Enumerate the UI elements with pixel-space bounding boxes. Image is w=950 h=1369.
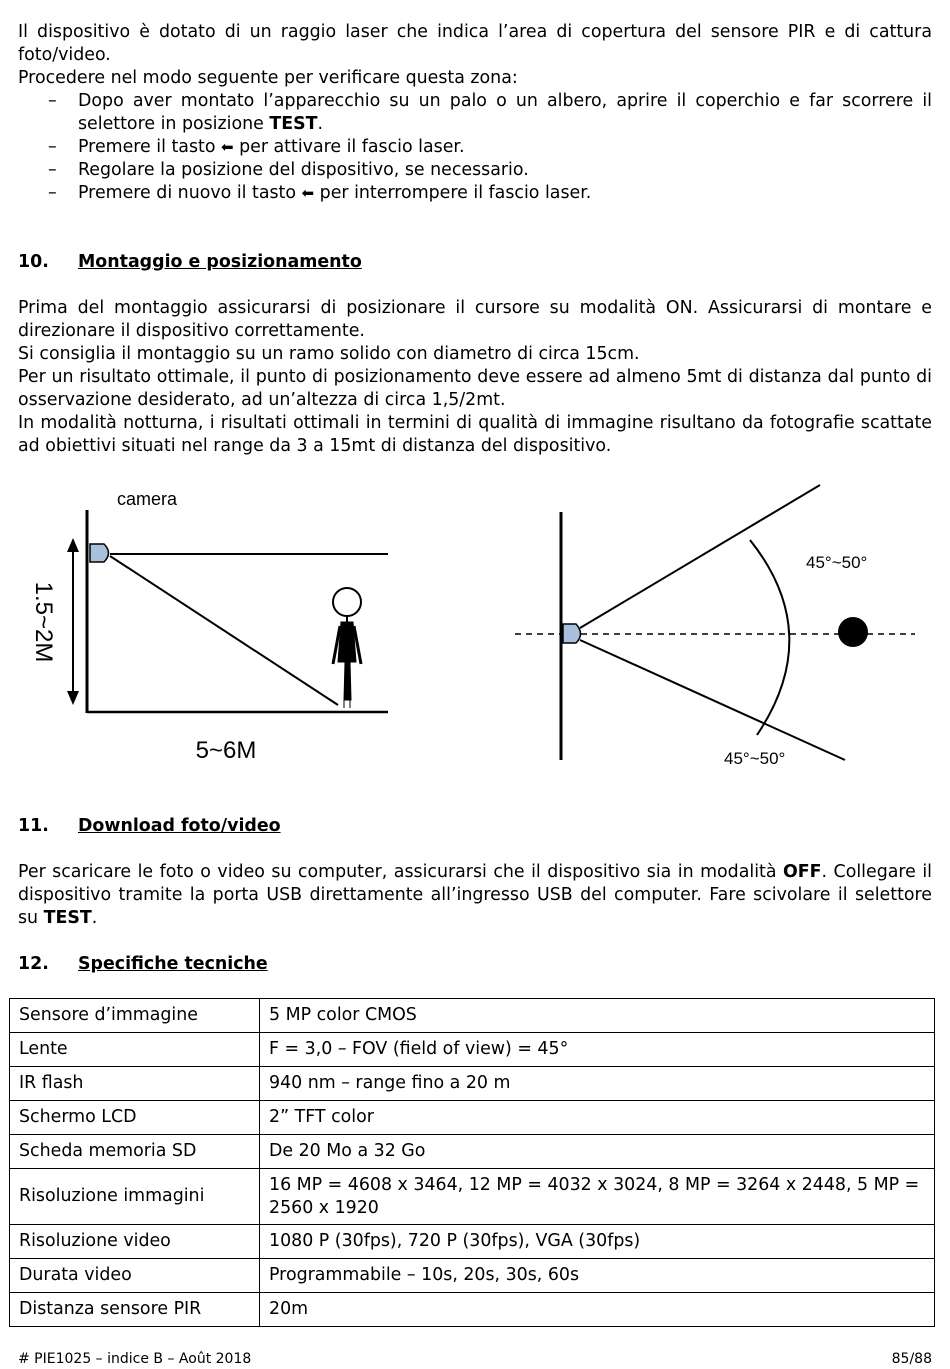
section-10-paragraph-2: Si consiglia il montaggio su un ramo solido con diametro di circa 15cm. xyxy=(18,344,640,364)
list-item: – Dopo aver montato l’apparecchio su un palo o un albero, aprire il coperchio e far scorrere il selettore in posizione TEST. xyxy=(48,91,932,134)
detection-line xyxy=(110,556,338,705)
procedure-list xyxy=(18,90,932,205)
procedure-line: Procedere nel modo seguente per verificare questa zona: xyxy=(18,68,518,88)
table-row: Scheda memoria SD De 20 Mo a 32 Go xyxy=(10,1135,935,1169)
down-arrow-icon xyxy=(67,691,79,705)
section-12-heading: 12. Specifiche tecniche xyxy=(18,954,268,974)
angle-label-top: 45°~50° xyxy=(806,553,868,572)
camera-icon xyxy=(90,544,109,562)
table-row: Durata video Programmabile – 10s, 20s, 30s, 60s xyxy=(10,1259,935,1293)
table-row: Distanza sensore PIR 20m xyxy=(10,1293,935,1327)
section-11-heading: 11. Download foto/video xyxy=(18,816,281,836)
angle-arc xyxy=(750,540,789,735)
list-item: – Premere il tasto ⬅ per attivare il fascio laser. xyxy=(48,137,465,157)
section-11-paragraph: Per scaricare le foto o video su computer, assicurarsi che il dispositivo sia in modalità OFF. Collegare il dispositivo tramite la porta USB direttamente all’ingresso USB del computer. Fare scivolare il selettore su TEST. xyxy=(18,862,932,928)
section-10-heading: 10. Montaggio e posizionamento xyxy=(18,252,362,272)
table-row: Risoluzione video 1080 P (30fps), 720 P (30fps), VGA (30fps) xyxy=(10,1225,935,1259)
section-10-paragraph-3: Per un risultato ottimale, il punto di posizionamento deve essere ad almeno 5mt di distanza dal punto di osservazione desiderato, ad un’altezza di circa 1,5/2mt. xyxy=(18,367,932,410)
camera-icon xyxy=(563,624,581,643)
left-arrow-icon: ⬅ xyxy=(221,138,234,156)
list-item: – Premere di nuovo il tasto ⬅ per interrompere il fascio laser. xyxy=(48,183,592,203)
section-10-paragraph-4: In modalità notturna, i risultati ottimali in termini di qualità di immagine risultano da fotografie scattate ad obiettivi situati nel range da 3 a 15mt di distanza del dispositivo. xyxy=(18,413,932,456)
table-row: Risoluzione immagini 16 MP = 4608 x 3464, 12 MP = 4032 x 3024, 8 MP = 3264 x 2448, 5 MP = 2560 x 1920 xyxy=(10,1169,935,1225)
mounting-diagram xyxy=(0,470,950,780)
table-row: Lente F = 3,0 – FOV (field of view) = 45° xyxy=(10,1033,935,1067)
table-row: Schermo LCD 2” TFT color xyxy=(10,1101,935,1135)
left-arrow-icon: ⬅ xyxy=(301,184,315,202)
section-10-paragraph-1: Prima del montaggio assicurarsi di posizionare il cursore su modalità ON. Assicurarsi di montare e direzionare il dispositivo correttamente. xyxy=(18,298,932,341)
top-view-diagram xyxy=(515,485,915,768)
specifications-table xyxy=(9,998,935,1327)
list-item: – Regolare la posizione del dispositivo, se necessario. xyxy=(48,160,529,180)
footer-document-ref: # PIE1025 – indice B – Août 2018 xyxy=(18,1351,252,1367)
side-view-diagram xyxy=(30,489,388,764)
height-label: 1.5~2M xyxy=(30,581,57,663)
camera-label: camera xyxy=(117,489,178,509)
table-row: IR flash 940 nm – range fino a 20 m xyxy=(10,1067,935,1101)
intro-paragraph: Il dispositivo è dotato di un raggio laser che indica l’area di copertura del sensore PIR e di cattura foto/video. xyxy=(18,22,932,65)
person-figure xyxy=(333,588,361,708)
footer-page-number: 85/88 xyxy=(891,1351,932,1367)
up-arrow-icon xyxy=(67,538,79,552)
angle-label-bottom: 45°~50° xyxy=(724,749,786,768)
field-of-view-lower-line xyxy=(580,640,845,760)
distance-label: 5~6M xyxy=(195,737,257,764)
table-row: Sensore d’immagine 5 MP color CMOS xyxy=(10,999,935,1033)
target-dot xyxy=(838,617,868,647)
